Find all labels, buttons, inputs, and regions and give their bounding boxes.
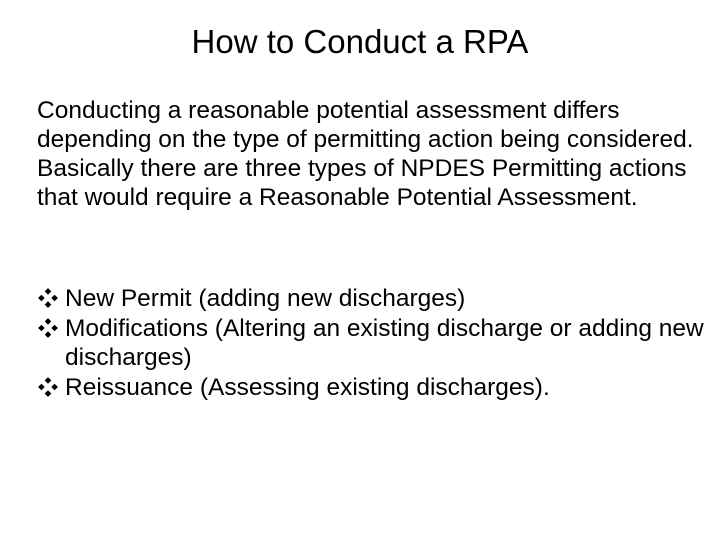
slide-title: How to Conduct a RPA — [191, 23, 529, 60]
bullet-text: Modifications (Altering an existing discharge or adding new discharges) — [65, 315, 704, 371]
bullet-item-reissuance — [37, 373, 705, 402]
bullet-list — [37, 284, 705, 403]
four-diamond-bullet-icon — [37, 317, 59, 339]
four-diamond-bullet-icon — [37, 287, 59, 309]
bullet-text: New Permit (adding new discharges) — [65, 285, 466, 312]
bullet-item-new-permit — [37, 284, 705, 313]
four-diamond-bullet-icon — [37, 376, 59, 398]
intro-paragraph: Conducting a reasonable potential assessment differs depending on the type of permitting action being considered. Basically there are three types of NPDES Permitting actions that would require a Reasonable Potential Assessment. — [37, 97, 694, 211]
bullet-text: Reissuance (Assessing existing discharges). — [65, 374, 550, 401]
bullet-item-modifications — [37, 314, 705, 372]
